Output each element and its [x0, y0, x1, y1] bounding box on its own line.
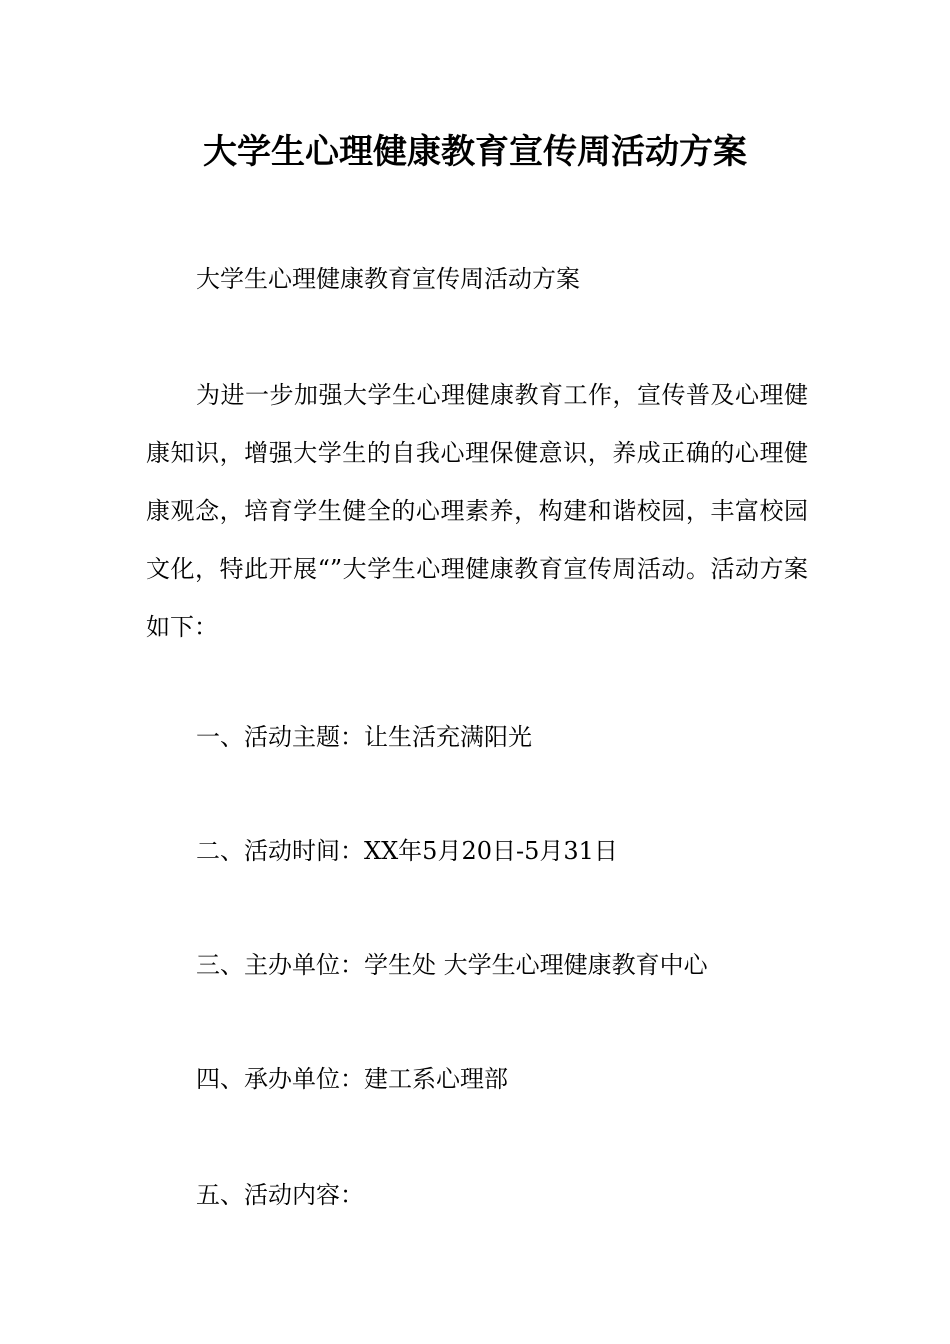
section-organizer: 三、主办单位：学生处 大学生心理健康教育中心	[196, 951, 708, 979]
document-title: 大学生心理健康教育宣传周活动方案	[203, 132, 747, 172]
document-subtitle: 大学生心理健康教育宣传周活动方案	[196, 265, 580, 293]
intro-paragraph: 为进一步加强大学生心理健康教育工作，宣传普及心理健康知识，增强大学生的自我心理保健意识，养成正确的心理健康观念，培育学生健全的心理素养，构建和谐校园，丰富校园文化，特此开展“”大学生心理健康教育宣传周活动。活动方案如下：	[146, 381, 808, 641]
section-undertaker: 四、承办单位：建工系心理部	[196, 1065, 508, 1093]
section-theme: 一、活动主题：让生活充满阳光	[196, 723, 532, 751]
section-time: 二、活动时间：XX年5月20日-5月31日	[196, 837, 618, 865]
section-content: 五、活动内容：	[196, 1181, 364, 1209]
